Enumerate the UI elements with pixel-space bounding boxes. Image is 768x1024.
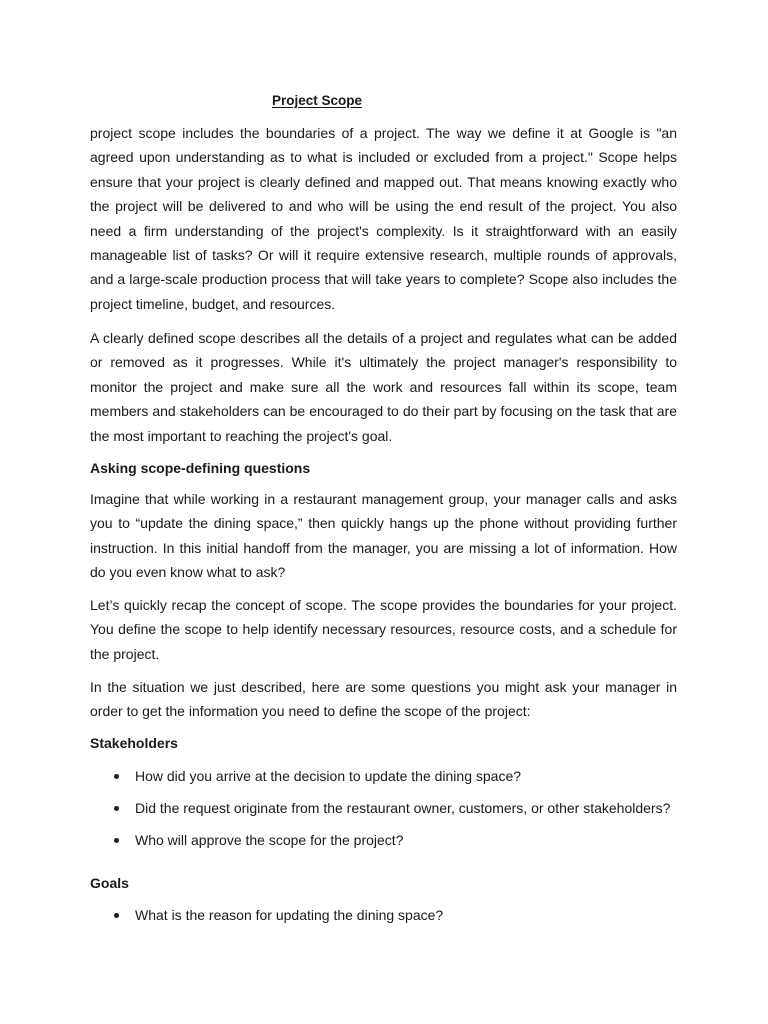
bullet-icon <box>114 913 119 918</box>
section-paragraph-2: Let’s quickly recap the concept of scope. The scope provides the boundaries for your project. You define the scope to help identify necessary resources, resource costs, and a schedule for the project. <box>90 597 677 662</box>
section-paragraph-3: In the situation we just described, here are some questions you might ask your manager in order to get the information you need to define the scope of the project: <box>90 679 677 720</box>
stakeholders-heading: Stakeholders <box>90 735 178 751</box>
goals-heading: Goals <box>90 875 129 891</box>
intro-paragraph-2: A clearly defined scope describes all the details of a project and regulates what can be added or removed as it progresses. While it's ultimately the project manager's responsibility to monitor the project and make sure all the work and resources fall within its scope, team members and stakeholders can be encouraged to do their part by focusing on the task that are the most important to reaching the project's goal. <box>90 330 677 444</box>
list-item-text: What is the reason for updating the dining space? <box>135 907 444 923</box>
section-paragraph-1: Imagine that while working in a restaurant management group, your manager calls and asks you to “update the dining space,” then quickly hangs up the phone without providing further instruction. In this initial handoff from the manager, you are missing a lot of information. How do you even know what to ask? <box>90 491 677 581</box>
bullet-icon <box>114 838 119 843</box>
document-title: Project Scope <box>272 93 363 108</box>
section-heading: Asking scope-defining questions <box>90 460 311 476</box>
list-item-text: Did the request originate from the restaurant owner, customers, or other stakeholders? <box>135 800 671 816</box>
bullet-icon <box>114 806 119 811</box>
list-item-text: Who will approve the scope for the project? <box>135 832 404 848</box>
intro-paragraph-1: project scope includes the boundaries of a project. The way we define it at Google is "an agreed upon understanding as to what is included or excluded from a project." Scope helps ensure that your project is clearly defined and mapped out. That means knowing exactly who the project will be delivered to and who will be using the end result of the project. You also need a firm understanding of the project's complexity. Is it straightforward with an easily manageable list of tasks? Or will it require extensive research, multiple rounds of approvals, and a large-scale production process that will take years to complete? Scope also includes the project timeline, budget, and resources. <box>90 125 677 312</box>
bullet-icon <box>114 774 119 779</box>
list-item-text: How did you arrive at the decision to update the dining space? <box>135 768 522 784</box>
